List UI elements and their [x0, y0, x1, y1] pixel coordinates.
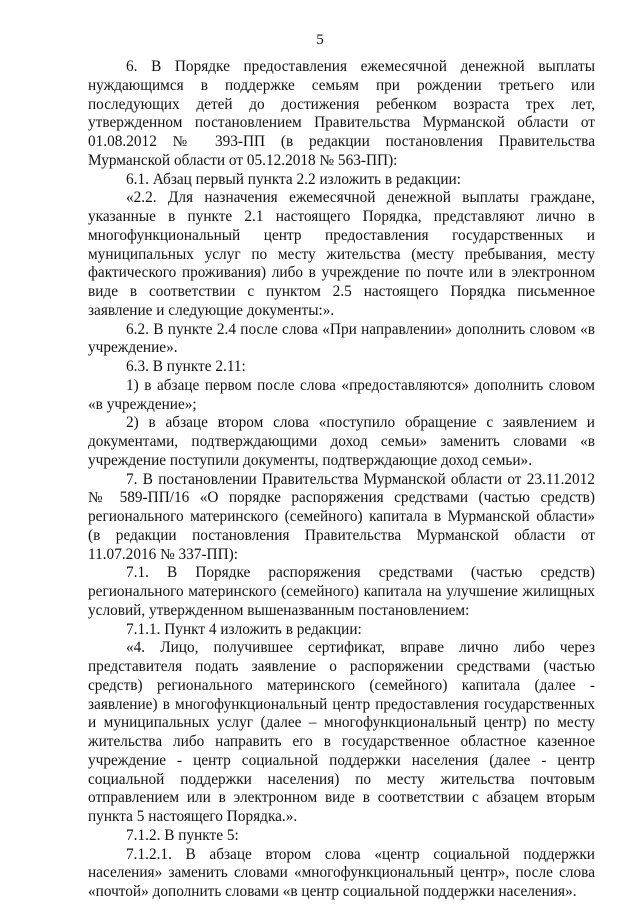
paragraph-6: 6. В Порядке предоставления ежемесячной денежной выплаты нуждающимся в поддержке семьям при рождении третьего или последующих детей до достижения ребенком возраста трех лет, утвержденном постановлением Правительства Мурманской области от 01.08.2012 № 393-ПП (в редакции постановления Правительства Мурманской области от 05.12.2018 № 563-ПП): — [88, 58, 595, 169]
document-body — [88, 58, 595, 902]
paragraph-7: 7. В постановлении Правительства Мурманской области от 23.11.2012 № 589-ПП/16 «О порядке распоряжения средствами (частью средств) регионального материнского (семейного) капитала в Мурманской области» (в редакции постановления Правительства Мурманской области от 11.07.2016 № 337-ПП): — [88, 470, 595, 563]
paragraph-7-1-1-quote: «4. Лицо, получившее сертификат, вправе лично либо через представителя подать заявление о распоряжении средствами (частью средств) регионального материнского (семейного) капитала (далее - заявление) в многофункциональный центр предоставления государственных и муниципальных услуг (далее – многофункциональный центр) по месту жительства либо направить его в государственное областное казенное учреждение - центр социальной поддержки населения (далее - центр социальной поддержки населения) по месту жительства почтовым отправлением или в электронном виде в соответствии с абзацем вторым пункта 5 настоящего Порядка.». — [88, 639, 595, 825]
paragraph-7-1-2-1: 7.1.2.1. В абзаце втором слова «центр социальной поддержки населения» заменить словами «многофункциональный центр», после слова «почтой» дополнить словами «в центр социальной поддержки населения». — [88, 845, 595, 900]
paragraph-7-1: 7.1. В Порядке распоряжения средствами (частью средств) регионального материнского (семейного) капитала на улучшение жилищных условий, утвержденном вышеназванным постановлением: — [88, 564, 595, 619]
paragraph-6-1: 6.1. Абзац первый пункта 2.2 изложить в редакции: — [126, 170, 461, 188]
paragraph-7-1-2: 7.1.2. В пункте 5: — [126, 826, 239, 844]
paragraph-6-3: 6.3. В пункте 2.11: — [126, 358, 246, 375]
paragraph-6-3-item-2: 2) в абзаце втором слова «поступило обращение с заявлением и документами, подтверждающими доход семьи» заменить словами «в учреждение поступили документы, подтверждающие доход семьи». — [88, 414, 595, 469]
page-number: 5 — [316, 32, 324, 48]
paragraph-7-1-1: 7.1.1. Пункт 4 изложить в редакции: — [126, 620, 362, 638]
paragraph-6-1-quote: «2.2. Для назначения ежемесячной денежной выплаты граждане, указанные в пункте 2.1 настоящего Порядка, представляют лично в многофункциональный центр предоставления государственных и муниципальных услуг по месту жительства (месту пребывания, месту фактического проживания) либо в учреждение по почте или в электронном виде в соответствии с пунктом 2.5 настоящего Порядка письменное заявление и следующие документы:». — [88, 189, 595, 319]
paragraph-6-3-item-1: 1) в абзаце первом после слова «предоставляются» дополнить словом «в учреждение»; — [88, 376, 595, 413]
paragraph-6-2: 6.2. В пункте 2.4 после слова «При направлении» дополнить словом «в учреждение». — [88, 320, 595, 357]
